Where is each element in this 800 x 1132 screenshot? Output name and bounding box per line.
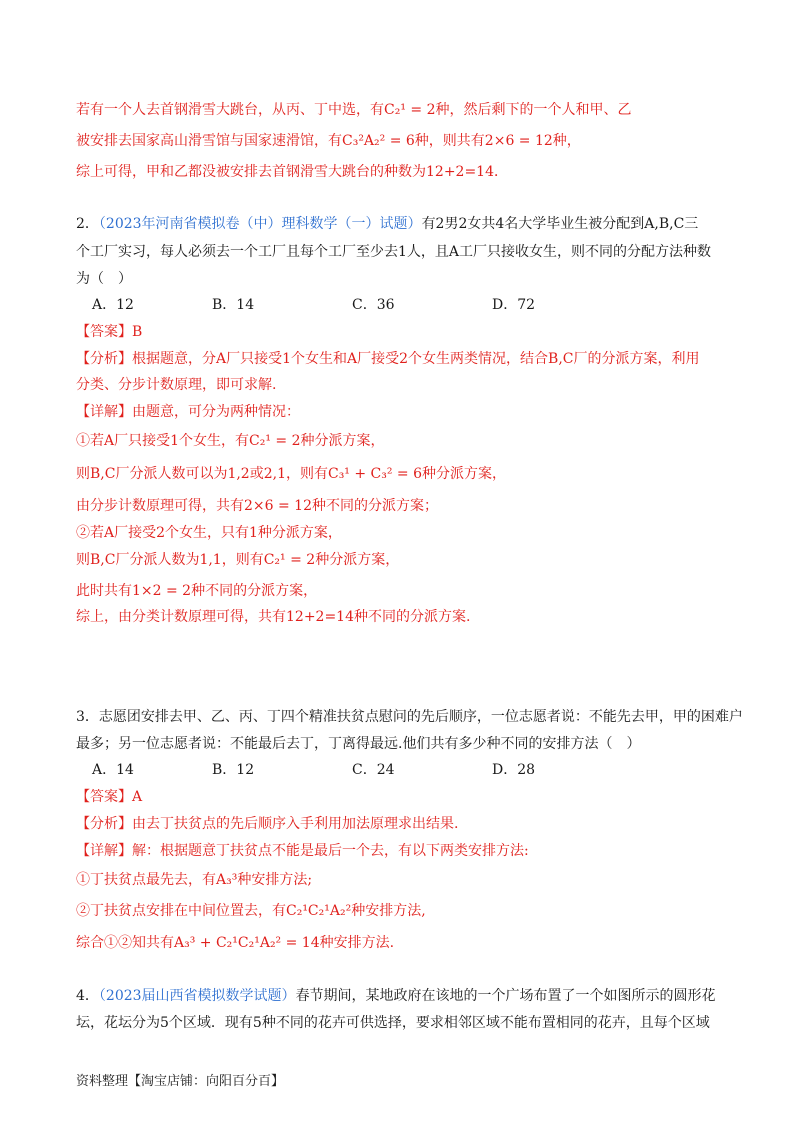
q3-answer: 【答案】A <box>76 789 143 805</box>
q4-stem-line-2: 坛，花坛分为5个区域．现有5种不同的花卉可供选择，要求相邻区域不能布置相同的花卉，且每个区域 <box>76 1015 710 1031</box>
q2-stem-line-2: 个工厂实习，每人必须去一个工厂且每个工厂至少去1人，且A工厂只接收女生，则不同的分配方法种数 <box>76 244 712 260</box>
q3-stem-line-1: 3．志愿团安排去甲、乙、丙、丁四个精准扶贫点慰问的先后顺序，一位志愿者说：不能先去甲，甲的困难户 <box>76 709 743 725</box>
q3-detail-line-1: 【详解】解：根据题意丁扶贫点不能是最后一个去，有以下两类安排方法: <box>76 843 529 859</box>
q4-stem-1: 春节期间，某地政府在该地的一个广场布置了一个如图所示的圆形花 <box>295 988 716 1004</box>
q3-option-a: A．14 <box>92 762 134 778</box>
q2-source: （2023年河南省模拟卷（中）理科数学（一）试题） <box>98 216 422 232</box>
q2-option-c: C．36 <box>352 297 395 313</box>
q2-detail-line-1: 【详解】由题意，可分为两种情况： <box>76 404 300 420</box>
q4-number: 4． <box>76 988 99 1004</box>
q4-stem-line-1 <box>76 987 716 1005</box>
q2-option-b: B．14 <box>212 297 255 313</box>
q3-detail-line-4: 综合①②知共有A₃³ + C₂¹C₂¹A₂² = 14种安排方法. <box>76 935 395 951</box>
q4-source: （2023届山西省模拟数学试题） <box>98 988 296 1004</box>
q2-detail-line-6: 则B,C厂分派人数为1,1，则有C₂¹ = 2种分派方案， <box>76 552 400 568</box>
prev-solution-line-1: 若有一个人去首钢滑雪大跳台，从丙、丁中选，有C₂¹ = 2种，然后剩下的一个人和甲、乙 <box>76 102 632 118</box>
q2-detail-line-8: 综上，由分类计数原理可得，共有12+2=14种不同的分派方案. <box>76 609 471 625</box>
q3-option-d: D．28 <box>492 762 536 778</box>
q2-number: 2． <box>76 216 99 232</box>
q2-stem-line-1 <box>76 215 698 233</box>
prev-solution-line-2: 被安排去国家高山滑雪馆与国家速滑馆，有C₃²A₂² = 6种，则共有2×6 = 12种， <box>76 133 581 149</box>
q2-detail-line-3: 则B,C厂分派人数可以为1,2或2,1，则有C₃¹ + C₃² = 6种分派方案， <box>76 466 507 482</box>
q2-option-a: A．12 <box>92 297 134 313</box>
q2-stem-line-3: 为（ ） <box>76 271 132 287</box>
q3-detail-line-2: ①丁扶贫点最先去，有A₃³种安排方法; <box>76 872 313 888</box>
q3-option-b: B．12 <box>212 762 255 778</box>
q3-option-c: C．24 <box>352 762 395 778</box>
q2-detail-line-2: ①若A厂只接受1个女生，有C₂¹ = 2种分派方案， <box>76 433 385 449</box>
q2-analysis-line-2: 分类、分步计数原理，即可求解. <box>76 377 277 393</box>
q2-detail-line-7: 此时共有1×2 = 2种不同的分派方案， <box>76 583 318 599</box>
q2-analysis-line-1: 【分析】根据题意，分A厂只接受1个女生和A厂接受2个女生两类情况，结合B,C厂的分派方案，利用 <box>76 351 700 367</box>
q2-option-d: D．72 <box>492 297 536 313</box>
q2-detail-line-4: 由分步计数原理可得，共有2×6 = 12种不同的分派方案； <box>76 498 438 514</box>
q2-detail-line-5: ②若A厂接受2个女生，只有1种分派方案， <box>76 525 342 541</box>
q3-analysis: 【分析】由去丁扶贫点的先后顺序入手利用加法原理求出结果. <box>76 816 459 832</box>
q3-detail-line-3: ②丁扶贫点安排在中间位置去，有C₂¹C₂¹A₂²种安排方法, <box>76 903 426 919</box>
q3-stem-line-2: 最多；另一位志愿者说：不能最后去丁，丁离得最远.他们共有多少种不同的安排方法（ ） <box>76 736 641 752</box>
q2-stem-1: 有2男2女共4名大学毕业生被分配到A,B,C三 <box>421 216 699 232</box>
page-footer: 资料整理【淘宝店铺：向阳百分百】 <box>76 1074 285 1089</box>
prev-solution-line-3: 综上可得，甲和乙都没被安排去首钢滑雪大跳台的种数为12+2=14． <box>76 164 508 180</box>
q2-answer: 【答案】B <box>76 324 143 340</box>
